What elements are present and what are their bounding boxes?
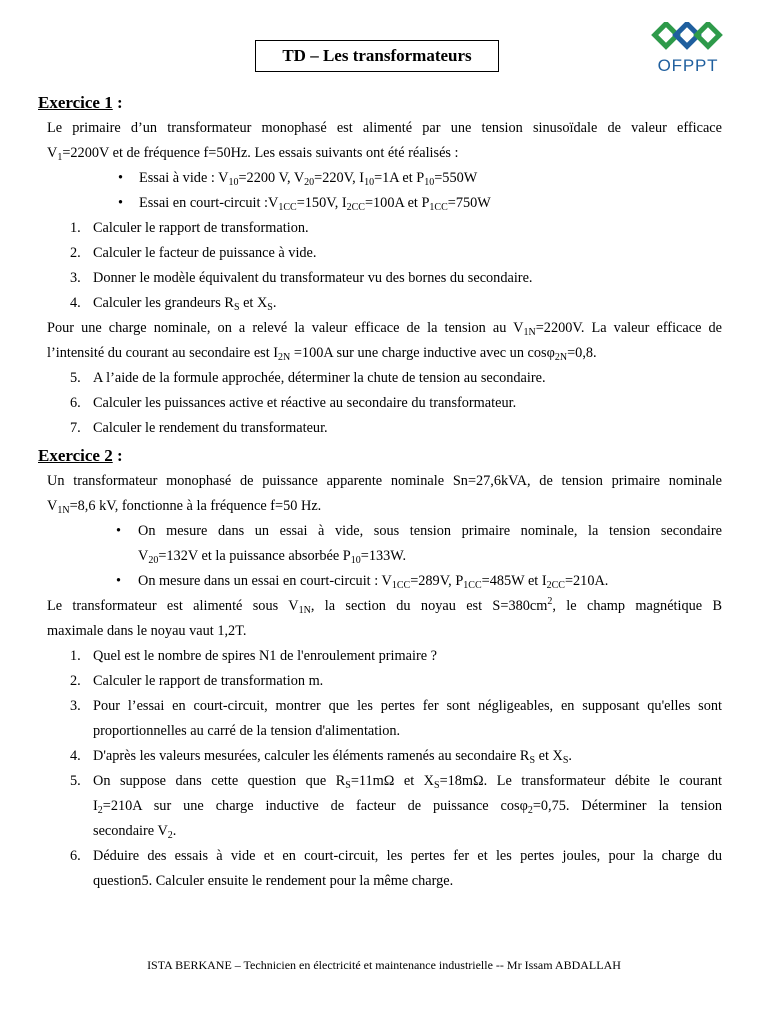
text: =485W et I [481,573,547,589]
sub: 1CC [463,580,482,591]
sub: 1CC [278,202,297,213]
text: On suppose dans cette question que R [93,773,346,789]
sub: 1CC [429,202,448,213]
question-number: 6. [70,848,81,864]
text: =750W [447,195,491,211]
text: Essai en court-circuit :V [139,195,279,211]
sub: S [529,755,536,766]
sub: 1CC [391,580,411,591]
text: et X [239,295,268,311]
sub: S [267,302,273,313]
sub: 2 [97,805,103,816]
question-number: 7. [70,420,81,436]
ex2-questions [38,644,722,894]
text: . [568,748,572,764]
text: secondaire V [93,823,168,839]
ex1-question-5 [38,366,722,391]
sub: 1N [57,505,70,516]
text: . [272,295,277,311]
page-footer: ISTA BERKANE – Technicien en électricité et maintenance industrielle -- Mr Issam ABDALLAH [147,958,621,972]
sub: 10 [424,177,435,188]
sub: 10 [364,177,375,188]
question-number: 5. [70,370,81,386]
exercise-1-title: Exercice 1 [38,93,113,112]
page-title-box [255,40,499,72]
text: =0,8. [567,345,597,361]
logo-text: OFPPT [657,56,719,75]
ex1-question-4 [38,291,722,316]
text: Calculer les grandeurs R [93,295,234,311]
text: On mesure dans un essai en court-circuit : V [138,573,392,589]
text: . [172,823,177,839]
exercise-2-title: Exercice 2 [38,446,113,465]
sub: 1 [57,152,63,163]
ofppt-logo [648,22,728,80]
sub: 2CC [346,202,365,213]
text: =132V et la puissance absorbée P [158,548,351,564]
ex2-question-6 [38,844,722,894]
sub: S [233,302,240,313]
sub: 2N [278,352,291,363]
sub: 2 [167,830,173,841]
text: =1A et P [374,170,425,186]
line: $I_2=210A$ sur une charge inductive de facteur de puissance cosφ$_2$=0,75. Déterminer la tension [93,798,722,816]
text: proportionnelles au carré de la tension d'alimentation. [93,723,401,739]
text: =2200V et de fréquence f=50Hz. Les essais suivants ont été réalisés : [62,145,459,161]
text: =133W. [360,548,407,564]
line [93,769,722,794]
text: A l’aide de la formule approchée, déterminer la chute de tension au secondaire. [93,370,546,386]
exercise-2-heading [38,443,722,469]
bullet-dot: • [118,170,124,186]
text: Calculer le rapport de transformation m. [93,673,324,689]
text: =18mΩ. Le transformateur débite le courant [439,773,722,789]
text: Essai à vide : V [139,170,229,186]
ex2-bullet-vide: • On mesure dans un essai à vide, sous tension primaire nominale, la tension secondaire $V_{20}=132V$ et la puissance absorbée $P_{10}=133W$. [38,519,722,569]
ex1-questions-a [38,216,722,316]
ex2-question-5 [38,769,722,844]
ex2-para-2-line-2: maximale dans le noyau vaut 1,2T. [47,623,247,639]
exercise-1-heading [38,90,722,116]
text: =289V, P [410,573,464,589]
text: =550W [434,170,478,186]
sub: 2CC [546,580,565,591]
text: =100A sur une charge inductive avec un cosφ [290,345,555,361]
text: Calculer le rapport de transformation. [93,220,309,236]
text: =150V, I [296,195,347,211]
sub: S [562,755,569,766]
ex2-bullet-court-circuit [38,569,722,594]
text: Le transformateur est alimenté sous V [47,598,299,614]
question-number: 4. [70,295,81,311]
question-number: 2. [70,245,81,261]
bullet-dot: • [118,195,124,211]
ex1-question-6 [38,391,722,416]
sub: 10 [350,555,361,566]
ofppt-logo-mark-icon [648,22,728,56]
ex1-para-2-line-2 [38,341,722,366]
text: =0,75. Déterminer la tension [532,798,722,814]
ex2-bullets [38,519,722,594]
text: =210A sur une charge inductive de facteur de puissance cosφ [102,798,528,814]
question-number: 1. [70,220,81,236]
ex2-question-3 [38,694,722,744]
text: Donner le modèle équivalent du transformateur vu des bornes du secondaire. [93,270,533,286]
ex1-para-2-line-1 [38,316,722,341]
text: Calculer le rendement du transformateur. [93,420,328,436]
text: =2200 V, V [238,170,305,186]
text: Pour une charge nominale, on a relevé la valeur efficace de la tension au V [47,320,524,336]
question-number: 3. [70,698,81,714]
text: =100A et P [364,195,430,211]
ex1-question-1 [38,216,722,241]
text: Calculer le facteur de puissance à vide. [93,245,317,261]
ex1-bullet-vide [38,166,722,191]
bullet-dot: • [116,523,122,539]
ex1-question-2 [38,241,722,266]
text: =210A. [564,573,609,589]
question-number: 5. [70,773,81,789]
text: D'après les valeurs mesurées, calculer les éléments ramenés au secondaire R [93,748,530,764]
page-title: TD – Les transformateurs [282,46,472,65]
question-number: 6. [70,395,81,411]
text: =220V, I [314,170,365,186]
text: Quel est le nombre de spires N1 de l'enroulement primaire ? [93,648,437,664]
ex1-intro-line-2: $V_1=2200V$ et de fréquence f=50Hz. Les essais suivants ont été réalisés : [47,145,459,163]
sup: 2 [547,596,553,607]
text: On mesure dans un essai à vide, sous tension primaire nominale, la tension secondaire [138,523,722,539]
text: question5. Calculer ensuite le rendement pour la même charge. [93,873,454,889]
ex1-bullet-court-circuit [38,191,722,216]
text: =8,6 kV, fonctionne à la fréquence f=50 Hz. [69,498,322,514]
sub: 20 [148,555,159,566]
text: , le champ magnétique B [552,598,723,614]
sub: 1N [298,605,311,616]
text: , la section du noyau est S=380cm [310,598,548,614]
text: =11mΩ et X [350,773,434,789]
text: Déduire des essais à vide et en court-circuit, les pertes fer et les pertes joules, pour la charge du [93,848,722,864]
question-number: 1. [70,648,81,664]
ex1-question-7 [38,416,722,441]
ex2-para-2-line-1 [38,594,722,619]
sub: S [345,780,351,791]
sub: 10 [228,177,239,188]
text: l’intensité du courant au secondaire est I [47,345,279,361]
ex1-questions-b [38,366,722,441]
ex2-question-1 [38,644,722,669]
ex1-intro-line-1: Le primaire d’un transformateur monophasé est alimenté par une tension sinusoïdale de valeur efficace [47,120,722,136]
question-number: 4. [70,748,81,764]
ex2-question-2 [38,669,722,694]
ex1-question-3 [38,266,722,291]
ex2-intro-line-1: Un transformateur monophasé de puissance apparente nominale Sn=27,6kVA, de tension primaire nominale [47,473,722,489]
sub: 20 [304,177,315,188]
ex1-bullets [38,166,722,216]
sub: 2N [554,352,568,363]
sub: 2 [527,805,533,816]
sub: 1N [523,327,536,338]
text: =2200V. La valeur efficace de [535,320,722,336]
document-body [38,90,722,894]
question-number: 3. [70,270,81,286]
text: et X [535,748,563,764]
bullet-dot: • [116,573,122,589]
exercise-2-colon: : [112,446,123,465]
text: Calculer les puissances active et réactive au secondaire du transformateur. [93,395,517,411]
question-number: 2. [70,673,81,689]
sub: S [434,780,440,791]
exercise-1-colon: : [112,93,123,112]
text: Pour l’essai en court-circuit, montrer que les pertes fer sont négligeables, en supposant qu'elles sont [93,698,722,714]
ex2-intro-line-2: $V_{1N}=8,6$ kV, fonctionne à la fréquence f=50 Hz. [47,498,322,516]
ex2-question-4 [38,744,722,769]
